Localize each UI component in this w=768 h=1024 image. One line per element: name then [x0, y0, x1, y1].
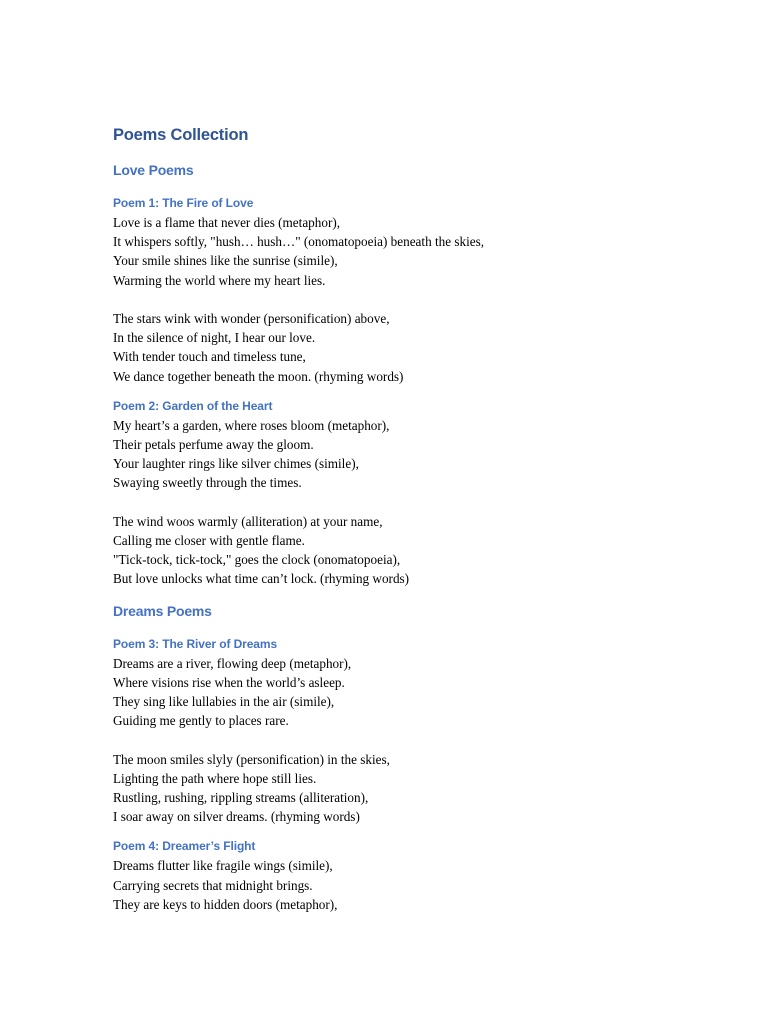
section-heading: Dreams Poems [113, 602, 212, 619]
poem-line: The wind woos warmly (alliteration) at your name, [113, 513, 383, 529]
poem-line: In the silence of night, I hear our love. [113, 330, 316, 346]
poem-4 [113, 838, 713, 914]
poem-line: Your smile shines like the sunrise (simile), [113, 253, 338, 269]
poem-title: Poem 2: Garden of the Heart [113, 398, 273, 413]
poem-3 [113, 636, 713, 827]
poem-line: Dreams are a river, flowing deep (metaphor), [113, 655, 352, 671]
document-title: Poems Collection [113, 126, 249, 144]
stanza [113, 654, 713, 731]
section-love-poems [113, 160, 713, 589]
stanza [113, 213, 713, 290]
poem-line: Lighting the path where hope still lies. [113, 770, 317, 786]
poem-title: Poem 3: The River of Dreams [113, 636, 278, 651]
poem-line: Swaying sweetly through the times. [113, 475, 302, 491]
poem-line: Rustling, rushing, rippling streams (alliteration), [113, 790, 369, 806]
poem-line: My heart’s a garden, where roses bloom (metaphor), [113, 417, 390, 433]
poem-title: Poem 4: Dreamer’s Flight [113, 839, 256, 854]
poem-line: Your laughter rings like silver chimes (simile), [113, 456, 359, 472]
poem-line: Carrying secrets that midnight brings. [113, 877, 313, 893]
poem-line: But love unlocks what time can’t lock. (rhyming words) [113, 571, 410, 587]
poem-2 [113, 398, 713, 589]
stanza [113, 309, 713, 386]
poem-line: They sing like lullabies in the air (simile), [113, 694, 335, 710]
stanza [113, 750, 713, 827]
poem-line: With tender touch and timeless tune, [113, 349, 306, 365]
poem-line: It whispers softly, "hush… hush…" (onomatopoeia) beneath the skies, [113, 234, 485, 250]
poem-line: Their petals perfume away the gloom. [113, 437, 314, 453]
stanza-gap [113, 290, 713, 309]
stanza [113, 512, 713, 589]
poem-line: The moon smiles slyly (personification) in the skies, [113, 751, 390, 767]
stanza-gap [113, 730, 713, 749]
document-page [113, 124, 713, 926]
poem-line: I soar away on silver dreams. (rhyming words) [113, 809, 360, 825]
stanza [113, 416, 713, 493]
poem-1 [113, 195, 713, 386]
poem-line: Guiding me gently to places rare. [113, 713, 289, 729]
poem-line: Warming the world where my heart lies. [113, 272, 326, 288]
section-heading: Love Poems [113, 162, 194, 178]
poem-line: They are keys to hidden doors (metaphor), [113, 896, 338, 912]
poem-line: "Tick-tock, tick-tock," goes the clock (onomatopoeia), [113, 552, 401, 568]
section-dreams-poems [113, 601, 713, 914]
stanza-gap [113, 493, 713, 512]
poem-title: Poem 1: The Fire of Love [113, 196, 254, 210]
poem-line: Where visions rise when the world’s asleep. [113, 674, 345, 690]
poem-line: Calling me closer with gentle flame. [113, 533, 305, 549]
poem-line: Love is a flame that never dies (metaphor), [113, 215, 341, 230]
poem-line: We dance together beneath the moon. (rhyming words) [113, 368, 404, 384]
poem-line: Dreams flutter like fragile wings (simile), [113, 858, 333, 874]
poem-line: The stars wink with wonder (personification) above, [113, 311, 390, 326]
stanza [113, 856, 713, 914]
